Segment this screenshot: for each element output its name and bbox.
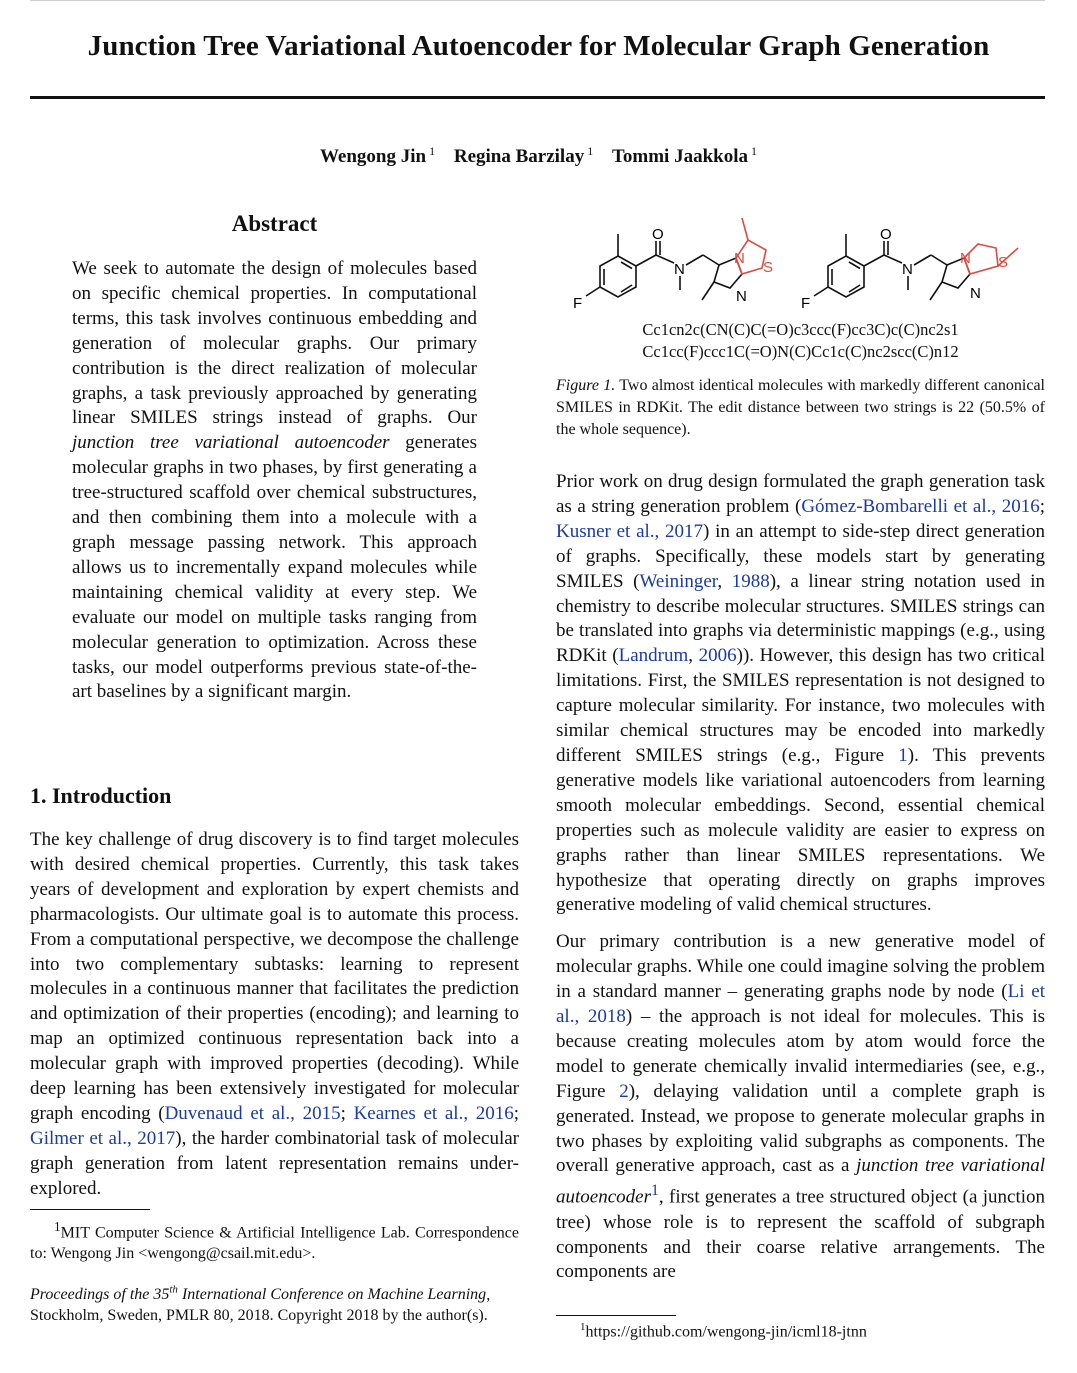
atom-n-ring-right: N	[970, 285, 981, 302]
abstract-emphasis: junction tree variational autoencoder	[72, 432, 390, 454]
atom-o-right: O	[880, 226, 892, 243]
atom-n-right: N	[902, 261, 913, 278]
ring-methyl-bond	[702, 282, 714, 300]
proceedings-venue-sup: th	[169, 1284, 178, 1296]
amide-bond	[656, 255, 674, 263]
intro-text-b: ), the harder combinatorial task of molecular graph generation from latent representation remains under-explored.	[30, 1127, 519, 1199]
top-border-line	[30, 0, 1045, 1]
citation-weininger[interactable]: Weininger	[639, 570, 718, 592]
right-column-body	[556, 470, 1045, 1297]
code-footnote-mark: 1	[580, 1321, 586, 1333]
carbonyl-carbon-bond-right	[864, 255, 884, 266]
citation-weininger-year[interactable]: 1988	[731, 570, 770, 592]
section-heading-introduction: 1. Introduction	[30, 783, 172, 808]
citation-kearnes[interactable]: Kearnes et al., 2016	[353, 1102, 514, 1124]
carbonyl-carbon-bond	[636, 255, 656, 266]
prior-work-text-a: Prior work on drug design formulated the graph generation task as a string generation problem (	[556, 471, 1045, 517]
affiliation-footnote-mark: 1	[54, 1219, 61, 1234]
author-1-affil: 1	[429, 144, 436, 158]
author-list	[0, 144, 1077, 168]
footnote-rule-left	[30, 1209, 150, 1210]
n-ch2-bond	[686, 255, 703, 265]
intro-text-a: The key challenge of drug discovery is to find target molecules with desired chemical properties. Currently, this task takes years of development and exploration by expert chemists and pharmacologists. Our ultimate goal is to automate this process. From a computational perspective, we decompose the challenge into two complementary subtasks: learning to represent molecules in a continuous manner that facilitates the prediction and optimization of their properties (encoding); and learning to map an optimized continuous representation back into a molecular graph with improved properties (decoding). While deep learning has been extensively investigated for molecular graph encoding (	[30, 829, 519, 1124]
molecule-left-atoms	[573, 226, 773, 312]
ring-methyl-bond-right	[930, 282, 942, 300]
abstract-heading: Abstract	[231, 211, 318, 236]
author-2-name: Regina Barzilay	[453, 146, 585, 167]
figure-1-smiles	[556, 319, 1045, 363]
contribution-paragraph	[556, 930, 1045, 1285]
thiazole-methyl-left	[742, 218, 748, 240]
author-1	[320, 146, 435, 167]
footnote-rule-right	[556, 1315, 676, 1316]
affiliation-footnote	[30, 1216, 519, 1264]
smiles-string-2: Cc1cc(F)ccc1C(=O)N(C)Cc1c(C)nc2scc(C)n12	[642, 342, 959, 361]
citation-kusner[interactable]: Kusner et al., 2017	[556, 520, 704, 542]
atom-s-left: S	[763, 259, 774, 276]
citation-li[interactable]: Li et al., 2018	[556, 981, 1045, 1028]
figure-1-caption	[556, 375, 1045, 441]
ch2-ring-bond-right	[931, 255, 947, 265]
affiliation-footnote-body: MIT Computer Science & Artificial Intelligence Lab. Correspondence to: Wengong Jin <wengong@csail.mit.edu>.	[30, 1224, 519, 1263]
paper-title: Junction Tree Variational Autoencoder for Molecular Graph Generation	[87, 30, 990, 62]
proceedings-details: , Stockholm, Sweden, PMLR 80, 2018. Copyright 2018 by the author(s).	[30, 1286, 491, 1325]
figure-2-reference-link[interactable]: 2	[619, 1080, 629, 1102]
atom-s-right: S	[998, 254, 1009, 271]
citation-gilmer[interactable]: Gilmer et al., 2017	[30, 1127, 176, 1149]
atom-n-highlight-right: N	[960, 250, 971, 267]
fluorine-bond-right	[814, 287, 828, 296]
footnote-1-reference-link[interactable]: 1	[650, 1182, 659, 1200]
amide-bond-right	[884, 255, 902, 263]
atom-n-left: N	[674, 261, 685, 278]
contribution-text-b: ) – the approach is not ideal for molecules. This is because creating molecules atom by atom would force the model to generate chemically invalid intermediaries (see, e.g., Figure	[556, 1006, 1045, 1102]
atom-f-left: F	[573, 295, 583, 312]
n-ch2-bond-right	[914, 255, 931, 265]
citation-landrum-year[interactable]: 2006	[698, 645, 737, 667]
prior-work-text-c: ), a linear string notation used in chemistry to describe molecular structures. SMILES strings can be translated into graphs via deterministic mappings (e.g., using RDKit (	[556, 570, 1046, 667]
proceedings-note	[30, 1280, 519, 1326]
abstract-text	[72, 257, 477, 705]
smiles-string-1: Cc1cn2c(CN(C)C(=O)c3ccc(F)cc3C)c(C)nc2s1	[642, 320, 959, 339]
benzene-ring-left	[600, 256, 636, 297]
author-3-name: Tommi Jaakkola	[611, 146, 748, 167]
title-rule	[30, 96, 1045, 99]
atom-n-highlight-left: N	[734, 250, 745, 267]
proceedings-venue	[30, 1286, 486, 1303]
figure-1-label: Figure 1.	[556, 377, 616, 394]
affiliation-footnote-text	[30, 1216, 519, 1264]
prior-work-text-d: )). However, this design has two critical limitations. First, the SMILES representation is not designed to capture molecular similarity. For instance, two molecules with similar chemical structures may be encoded into markedly different SMILES strings (e.g., Figure	[556, 645, 1046, 766]
citation-duvenaud[interactable]: Duvenaud et al., 2015	[164, 1102, 341, 1124]
author-2	[454, 146, 593, 167]
code-footnote	[580, 1321, 867, 1341]
atom-f-right: F	[801, 295, 811, 312]
abstract-text-part-1: We seek to automate the design of molecules based on specific chemical properties. In computational terms, this task involves continuous embedding and generation of molecular graphs. Our primary contribution is the direct realization of molecular graphs, a task previously approached by generating linear SMILES strings instead of graphs. Our	[72, 258, 477, 429]
fluorine-bond	[586, 287, 600, 296]
contribution-emphasis: junction tree variational autoencoder	[556, 1155, 1046, 1208]
introduction-paragraph	[30, 828, 519, 1202]
figure-1-reference-link[interactable]: 1	[898, 744, 908, 766]
intro-separator-2: ;	[513, 1102, 520, 1124]
molecule-left	[586, 234, 742, 300]
author-1-name: Wengong Jin	[319, 146, 427, 167]
code-footnote-url[interactable]: https://github.com/wengong-jin/icml18-jtnn	[585, 1323, 867, 1341]
molecule-right-highlight	[964, 244, 1018, 274]
prior-work-text-b: ) in an attempt to side-step direct generation of graphs. Specifically, these models start by generating SMILES (	[556, 520, 1045, 592]
citation-landrum[interactable]: Landrum	[618, 645, 689, 667]
author-2-affil: 1	[587, 144, 594, 158]
contribution-text-a: Our primary contribution is a new generative model of molecular graphs. While one could imagine solving the problem in a standard manner – generating graphs node by node (	[556, 931, 1045, 1003]
proceedings-venue-a: Proceedings of the 35	[30, 1286, 170, 1304]
prior-work-comma-1: ,	[717, 570, 732, 592]
contribution-text-d: , first generates a tree structured object (a junction tree) whose role is to represent the scaffold of subgraph components and their coarse relative arrangements. The components are	[556, 1186, 1045, 1283]
molecule-right	[814, 234, 970, 300]
benzene-ring-right	[828, 256, 864, 297]
contribution-text-c: ), delaying validation until a complete graph is generated. Instead, we propose to generate molecular graphs in two phases by exploiting valid subgraphs as components. The overall generative approach, cast as a	[556, 1080, 1046, 1177]
atom-o-left: O	[652, 226, 664, 243]
citation-gomez-bombarelli[interactable]: Gómez-Bombarelli et al., 2016	[801, 495, 1040, 517]
author-3	[612, 146, 757, 167]
abstract-text-part-2: generates molecular graphs in two phases, by first generating a tree-structured scaffold over chemical substructures, and then combining them into a molecule with a graph message passing network. This approach allows us to incrementally expand molecules while maintaining chemical validity at every step. We evaluate our model on multiple tasks ranging from molecular generation to optimization. Across these tasks, our model outperforms previous state-of-the-art baselines by a significant margin.	[72, 432, 477, 703]
proceedings-venue-b: International Conference on Machine Learning	[177, 1286, 487, 1304]
atom-n-ring-left: N	[736, 288, 747, 305]
prior-work-text-e: ). This prevents generative models like variational autoencoders from learning smooth molecular embeddings. Second, essential chemical properties such as molecule validity are easier to express on graphs rather than linear SMILES representations. We hypothesize that operating directly on graphs improves generative modeling of valid chemical structures.	[556, 744, 1045, 916]
author-3-affil: 1	[751, 144, 757, 158]
prior-work-separator: ;	[1039, 495, 1045, 517]
ch2-ring-bond	[703, 255, 719, 265]
prior-work-comma-2: ,	[688, 645, 699, 667]
figure-1-caption-text: Two almost identical molecules with markedly different canonical SMILES in RDKit. The edit distance between two strings is 22 (50.5% of the whole sequence).	[556, 377, 1046, 438]
intro-separator-1: ;	[340, 1102, 354, 1124]
prior-work-paragraph	[556, 470, 1045, 918]
